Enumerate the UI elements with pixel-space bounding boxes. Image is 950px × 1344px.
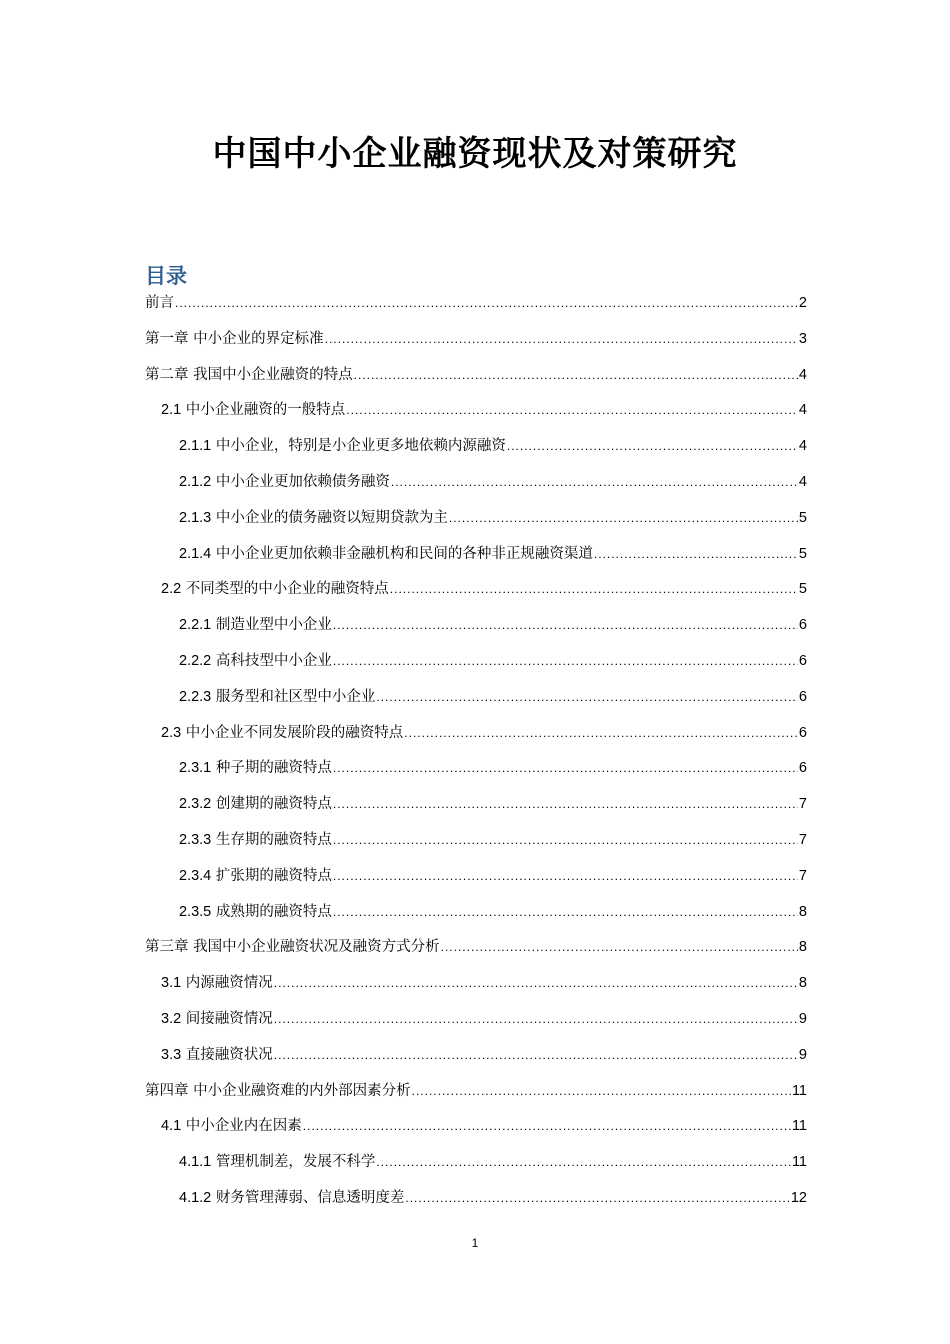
- toc-entry-page: 6: [798, 760, 807, 777]
- toc-entry-page: 4: [798, 366, 807, 383]
- toc-entry-number: 2.2: [161, 581, 182, 598]
- dot-leader: [412, 1074, 791, 1110]
- toc-entry-page: 6: [798, 617, 807, 634]
- dot-leader: [333, 644, 798, 680]
- toc-entry-number: 2.3.2: [179, 796, 212, 813]
- dot-leader: [346, 393, 798, 429]
- toc-entry-page: 6: [798, 724, 807, 741]
- toc-entry-page: 4: [798, 473, 807, 490]
- toc-entry-page: 6: [798, 688, 807, 705]
- dot-leader: [333, 823, 798, 859]
- dot-leader: [175, 286, 798, 322]
- toc-entry-label: 高科技型中小企业: [215, 652, 332, 669]
- toc-entry-title: [145, 1074, 411, 1110]
- toc-entry[interactable]: [145, 1002, 807, 1038]
- toc-entry-title: [179, 465, 390, 501]
- toc-entry-title: [161, 393, 345, 429]
- toc-entry-number: 2.2.3: [179, 688, 212, 705]
- toc-entry-title: [179, 429, 506, 465]
- toc-entry[interactable]: [145, 1145, 807, 1181]
- toc-entry[interactable]: [145, 501, 807, 537]
- dot-leader: [376, 1145, 791, 1181]
- toc-entry-label: 中小企业，特别是小企业更多地依赖内源融资: [215, 438, 506, 455]
- toc-entry-label: 财务管理薄弱、信息透明度差: [215, 1189, 405, 1206]
- dot-leader: [354, 358, 798, 394]
- toc-entry-page: 7: [798, 796, 807, 813]
- toc-entry[interactable]: [145, 895, 807, 931]
- toc-entry-title: [179, 1145, 375, 1181]
- toc-entry[interactable]: [145, 966, 807, 1002]
- toc-entry-page: 9: [798, 1046, 807, 1063]
- toc-entry-label: 第三章 我国中小企业融资状况及融资方式分析: [145, 939, 440, 956]
- toc-entry-page: 9: [798, 1010, 807, 1027]
- toc-entry-title: [161, 1109, 302, 1145]
- toc-entry-page: 5: [798, 545, 807, 562]
- toc-entry[interactable]: [145, 930, 807, 966]
- toc-entry-page: 5: [798, 509, 807, 526]
- toc-entry-number: 2.3.1: [179, 760, 212, 777]
- toc-entry-number: 2.2.2: [179, 652, 212, 669]
- toc-entry-page: 8: [798, 903, 807, 920]
- toc-entry-label: 成熟期的融资特点: [215, 903, 332, 920]
- toc-entry-number: 2.1: [161, 402, 182, 419]
- toc-entry-label: 不同类型的中小企业的融资特点: [185, 581, 389, 598]
- toc-entry[interactable]: [145, 751, 807, 787]
- toc-entry-title: [161, 1002, 273, 1038]
- toc-entry-label: 生存期的融资特点: [215, 831, 332, 848]
- toc-entry[interactable]: [145, 358, 807, 394]
- toc-entry-title: [179, 1181, 404, 1217]
- toc-entry-label: 服务型和社区型中小企业: [215, 688, 376, 705]
- toc-entry-title: [161, 966, 273, 1002]
- dot-leader: [333, 895, 798, 931]
- toc-entry-label: 中小企业内在因素: [185, 1118, 302, 1135]
- toc-entry[interactable]: [145, 608, 807, 644]
- dot-leader: [507, 429, 798, 465]
- toc-entry-page: 3: [798, 330, 807, 347]
- toc-entry-number: 4.1.2: [179, 1189, 212, 1206]
- dot-leader: [274, 966, 798, 1002]
- toc-entry-page: 2: [798, 295, 807, 311]
- toc-entry-page: 7: [798, 831, 807, 848]
- dot-leader: [441, 930, 798, 966]
- dot-leader: [333, 608, 798, 644]
- toc-entry-label: 前言: [145, 295, 174, 311]
- toc-entry-label: 内源融资情况: [185, 975, 273, 992]
- dot-leader: [274, 1002, 798, 1038]
- dot-leader: [333, 859, 798, 895]
- toc-entry-label: 中小企业的债务融资以短期贷款为主: [215, 509, 448, 526]
- toc-entry[interactable]: [145, 429, 807, 465]
- toc-entry-label: 种子期的融资特点: [215, 760, 332, 777]
- toc-entry-label: 中小企业更加依赖非金融机构和民间的各种非正规融资渠道: [215, 545, 593, 562]
- dot-leader: [333, 787, 798, 823]
- dot-leader: [303, 1109, 791, 1145]
- toc-entry-title: [179, 895, 332, 931]
- toc-entry-number: 2.1.4: [179, 545, 212, 562]
- table-of-contents: [145, 286, 807, 1217]
- toc-entry-title: [179, 859, 332, 895]
- dot-leader: [405, 1181, 790, 1217]
- toc-entry[interactable]: [145, 1038, 807, 1074]
- toc-entry-title: [145, 358, 353, 394]
- toc-entry[interactable]: [145, 393, 807, 429]
- toc-entry-title: [179, 644, 332, 680]
- toc-entry-number: 4.1.1: [179, 1154, 212, 1171]
- toc-entry-number: 2.3.5: [179, 903, 212, 920]
- toc-entry-number: 2.3.4: [179, 867, 212, 884]
- toc-entry-label: 创建期的融资特点: [215, 796, 332, 813]
- toc-entry-label: 扩张期的融资特点: [215, 867, 332, 884]
- toc-entry-label: 中小企业不同发展阶段的融资特点: [185, 724, 404, 741]
- dot-leader: [333, 751, 798, 787]
- toc-entry-page: 11: [791, 1082, 807, 1099]
- toc-entry-number: 4.1: [161, 1118, 182, 1135]
- toc-entry-label: 间接融资情况: [185, 1010, 273, 1027]
- toc-entry-number: 2.2.1: [179, 617, 212, 634]
- toc-entry-title: [161, 716, 403, 752]
- page-number: 1: [471, 1236, 479, 1250]
- dot-leader: [390, 572, 798, 608]
- toc-entry-title: [145, 286, 174, 322]
- toc-entry-number: 2.3.3: [179, 831, 212, 848]
- toc-entry-label: 中小企业融资的一般特点: [185, 402, 346, 419]
- toc-entry[interactable]: [145, 1109, 807, 1145]
- toc-entry-label: 第四章 中小企业融资难的内外部因素分析: [145, 1082, 411, 1099]
- toc-entry-number: 2.1.2: [179, 473, 212, 490]
- toc-entry-page: 4: [798, 402, 807, 419]
- dot-leader: [376, 680, 798, 716]
- toc-entry-title: [179, 787, 332, 823]
- dot-leader: [449, 501, 798, 537]
- toc-entry-title: [179, 751, 332, 787]
- toc-entry-number: 2.3: [161, 724, 182, 741]
- toc-entry-number: 2.1.1: [179, 438, 212, 455]
- toc-entry[interactable]: [145, 680, 807, 716]
- toc-entry-page: 8: [798, 975, 807, 992]
- toc-entry-title: [161, 572, 389, 608]
- toc-entry[interactable]: [145, 286, 807, 322]
- toc-entry-page: 6: [798, 652, 807, 669]
- toc-entry-title: [179, 537, 593, 573]
- dot-leader: [325, 322, 798, 358]
- toc-entry-number: 3.1: [161, 975, 182, 992]
- toc-entry-page: 11: [791, 1118, 807, 1135]
- toc-entry-page: 5: [798, 581, 807, 598]
- toc-entry[interactable]: [145, 537, 807, 573]
- toc-entry-number: 3.3: [161, 1046, 182, 1063]
- toc-entry-page: 12: [790, 1189, 807, 1206]
- dot-leader: [404, 716, 798, 752]
- toc-entry[interactable]: [145, 787, 807, 823]
- toc-entry-label: 直接融资状况: [185, 1046, 273, 1063]
- toc-entry-number: 3.2: [161, 1010, 182, 1027]
- toc-entry[interactable]: [145, 716, 807, 752]
- dot-leader: [594, 537, 798, 573]
- toc-heading: 目录: [145, 264, 187, 288]
- toc-entry-title: [179, 608, 332, 644]
- dot-leader: [274, 1038, 798, 1074]
- dot-leader: [391, 465, 798, 501]
- toc-entry[interactable]: [145, 322, 807, 358]
- toc-entry-title: [145, 930, 440, 966]
- toc-entry[interactable]: [145, 572, 807, 608]
- toc-entry-title: [179, 823, 332, 859]
- toc-entry-label: 第一章 中小企业的界定标准: [145, 330, 324, 347]
- toc-entry-title: [179, 680, 375, 716]
- toc-entry[interactable]: [145, 465, 807, 501]
- toc-entry-title: [161, 1038, 273, 1074]
- toc-entry[interactable]: [145, 823, 807, 859]
- toc-entry-label: 中小企业更加依赖债务融资: [215, 473, 390, 490]
- document-title: 中国中小企业融资现状及对策研究: [212, 134, 738, 174]
- toc-entry-page: 4: [798, 438, 807, 455]
- toc-entry[interactable]: [145, 1074, 807, 1110]
- toc-entry-page: 7: [798, 867, 807, 884]
- toc-entry-label: 管理机制差，发展不科学: [215, 1154, 376, 1171]
- toc-entry-page: 11: [791, 1154, 807, 1171]
- toc-entry[interactable]: [145, 644, 807, 680]
- toc-entry-label: 第二章 我国中小企业融资的特点: [145, 366, 353, 383]
- toc-entry-page: 8: [798, 939, 807, 956]
- toc-entry-title: [145, 322, 324, 358]
- toc-entry[interactable]: [145, 859, 807, 895]
- toc-entry[interactable]: [145, 1181, 807, 1217]
- toc-entry-number: 2.1.3: [179, 509, 212, 526]
- toc-entry-label: 制造业型中小企业: [215, 617, 332, 634]
- toc-entry-title: [179, 501, 448, 537]
